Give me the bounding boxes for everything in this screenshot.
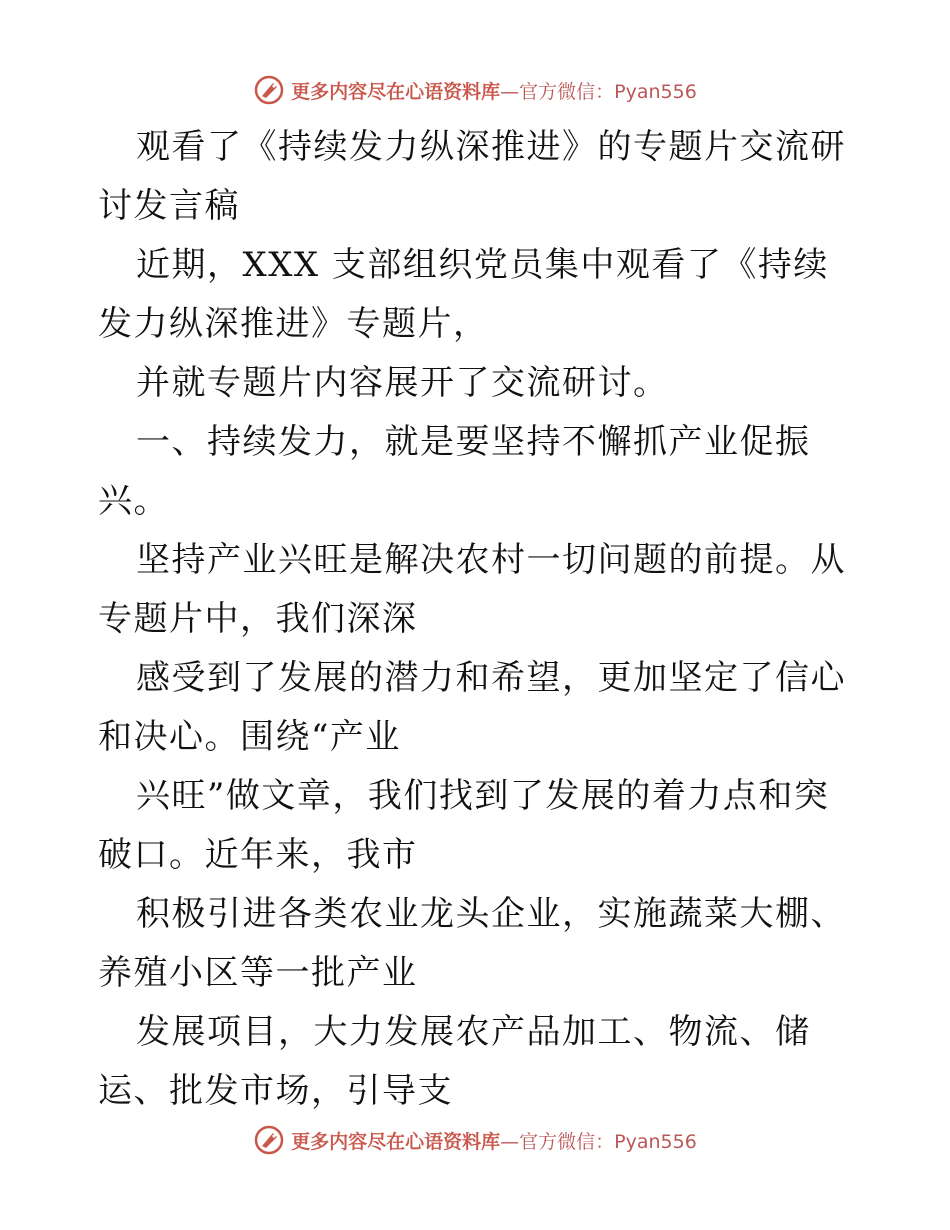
document-title: 观看了《持续发力纵深推进》的专题片交流研讨发言稿 [98, 127, 846, 226]
footer-watermark [0, 1120, 950, 1160]
paragraph-5: 兴旺”做文章，我们找到了发展的着力点和突破口。近年来，我市 [98, 776, 830, 875]
paragraph-4: 感受到了发展的潜力和希望，更加坚定了信心和决心。围绕“产业 [98, 658, 846, 757]
watermark-sub-text: —官方微信：Pyan556 [500, 1130, 697, 1153]
paragraph-7: 发展项目，大力发展农产品加工、物流、储运、批发市场，引导支 [98, 1012, 811, 1111]
watermark-main-text: 更多内容尽在心语资料库 [291, 1130, 501, 1153]
document-body [98, 118, 858, 1121]
pen-nib-circle-icon [253, 74, 285, 106]
section-heading-1: 一、持续发力，就是要坚持不懈抓产业促振兴。 [98, 422, 811, 521]
header-watermark [0, 70, 950, 110]
paragraph-3: 坚持产业兴旺是解决农村一切问题的前提。从专题片中，我们深深 [98, 540, 846, 639]
pen-nib-circle-icon [253, 1124, 285, 1156]
paragraph-1: 近期，XXX 支部组织党员集中观看了《持续发力纵深推进》专题片， [98, 245, 829, 344]
watermark-main-text: 更多内容尽在心语资料库 [291, 80, 501, 103]
paragraph-2: 并就专题片内容展开了交流研讨。 [136, 363, 669, 403]
watermark-sub-text: —官方微信：Pyan556 [500, 80, 697, 103]
paragraph-6: 积极引进各类农业龙头企业，实施蔬菜大棚、养殖小区等一批产业 [98, 894, 846, 993]
